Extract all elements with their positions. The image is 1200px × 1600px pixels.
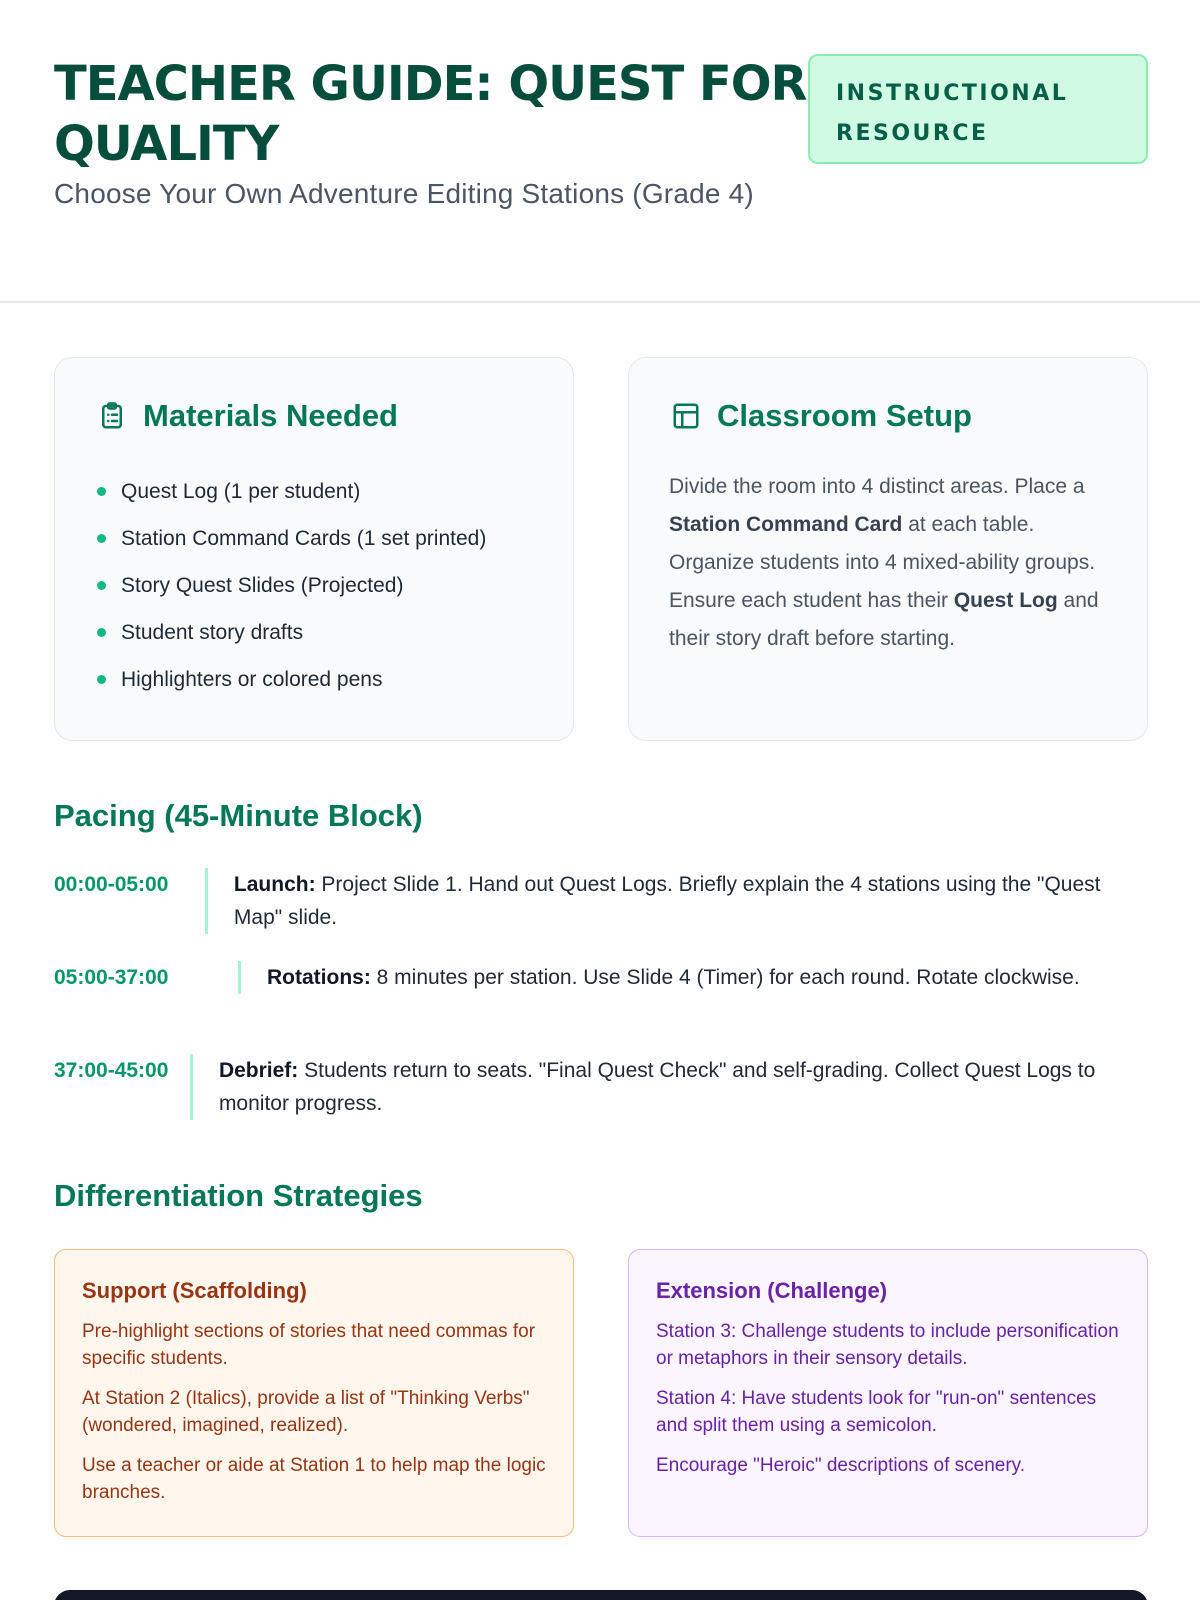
layout-icon [671, 401, 701, 431]
bullet-dot [97, 534, 106, 543]
pacing-row [54, 1054, 1154, 1120]
support-item: At Station 2 (Italics), provide a list of "Thinking Verbs" (wondered, imagined, realized). [82, 1388, 530, 1436]
clipboard-icon [97, 401, 127, 431]
materials-title: Materials Needed [143, 398, 398, 433]
pacing-row [54, 868, 1154, 934]
pacing-row [54, 961, 1154, 994]
pacing-title: Pacing (45-Minute Block) [54, 798, 423, 833]
list-item: Student story drafts [97, 609, 486, 656]
resource-badge: INSTRUCTIONAL RESOURCE [808, 54, 1148, 164]
pacing-description: Debrief: Students return to seats. "Final Quest Check" and self-grading. Collect Quest Logs to monitor progress. [190, 1054, 1154, 1120]
list-item: Station Command Cards (1 set printed) [97, 515, 486, 562]
setup-heading [671, 398, 972, 434]
support-card [54, 1249, 574, 1537]
bullet-dot [97, 675, 106, 684]
support-item: Use a teacher or aide at Station 1 to help map the logic branches. [82, 1455, 546, 1503]
extension-item: Encourage "Heroic" descriptions of scenery. [656, 1455, 1026, 1476]
materials-card [54, 357, 574, 741]
extension-item: Station 4: Have students look for "run-on" sentences and split them using a semicolon. [656, 1388, 1097, 1436]
extension-item: Station 3: Challenge students to include personification or metaphors in their sensory details. [656, 1321, 1119, 1369]
list-item: Story Quest Slides (Projected) [97, 562, 486, 609]
setup-description: Divide the room into 4 distinct areas. Place a Station Command Card at each table. Organize students into 4 mixed-ability groups. Ensure each student has their Quest Log and their story draft before starting. [669, 475, 1099, 650]
pacing-time: 05:00-37:00 [54, 966, 169, 989]
pacing-time: 00:00-05:00 [54, 873, 169, 896]
materials-list [97, 468, 486, 703]
pacing-description: Launch: Project Slide 1. Hand out Quest Logs. Briefly explain the 4 stations using the "Quest Map" slide. [205, 868, 1154, 934]
page-subtitle: Choose Your Own Adventure Editing Stations (Grade 4) [54, 178, 754, 209]
support-item: Pre-highlight sections of stories that need commas for specific students. [82, 1321, 536, 1369]
page-header [0, 0, 1200, 303]
pacing-description: Rotations: 8 minutes per station. Use Slide 4 (Timer) for each round. Rotate clockwise. [238, 961, 1080, 994]
bullet-dot [97, 581, 106, 590]
materials-heading [97, 398, 398, 434]
extension-title: Extension (Challenge) [656, 1278, 888, 1303]
bullet-dot [97, 487, 106, 496]
list-item: Highlighters or colored pens [97, 656, 486, 703]
extension-card [628, 1249, 1148, 1537]
differentiation-title: Differentiation Strategies [54, 1178, 423, 1213]
bullet-dot [97, 628, 106, 637]
pacing-time: 37:00-45:00 [54, 1059, 169, 1082]
page-title: TEACHER GUIDE: QUEST FOR QUALITY [54, 56, 807, 172]
footer-bar [54, 1590, 1148, 1600]
support-title: Support (Scaffolding) [82, 1278, 307, 1303]
setup-card [628, 357, 1148, 741]
list-item: Quest Log (1 per student) [97, 468, 486, 515]
setup-title: Classroom Setup [717, 398, 972, 433]
